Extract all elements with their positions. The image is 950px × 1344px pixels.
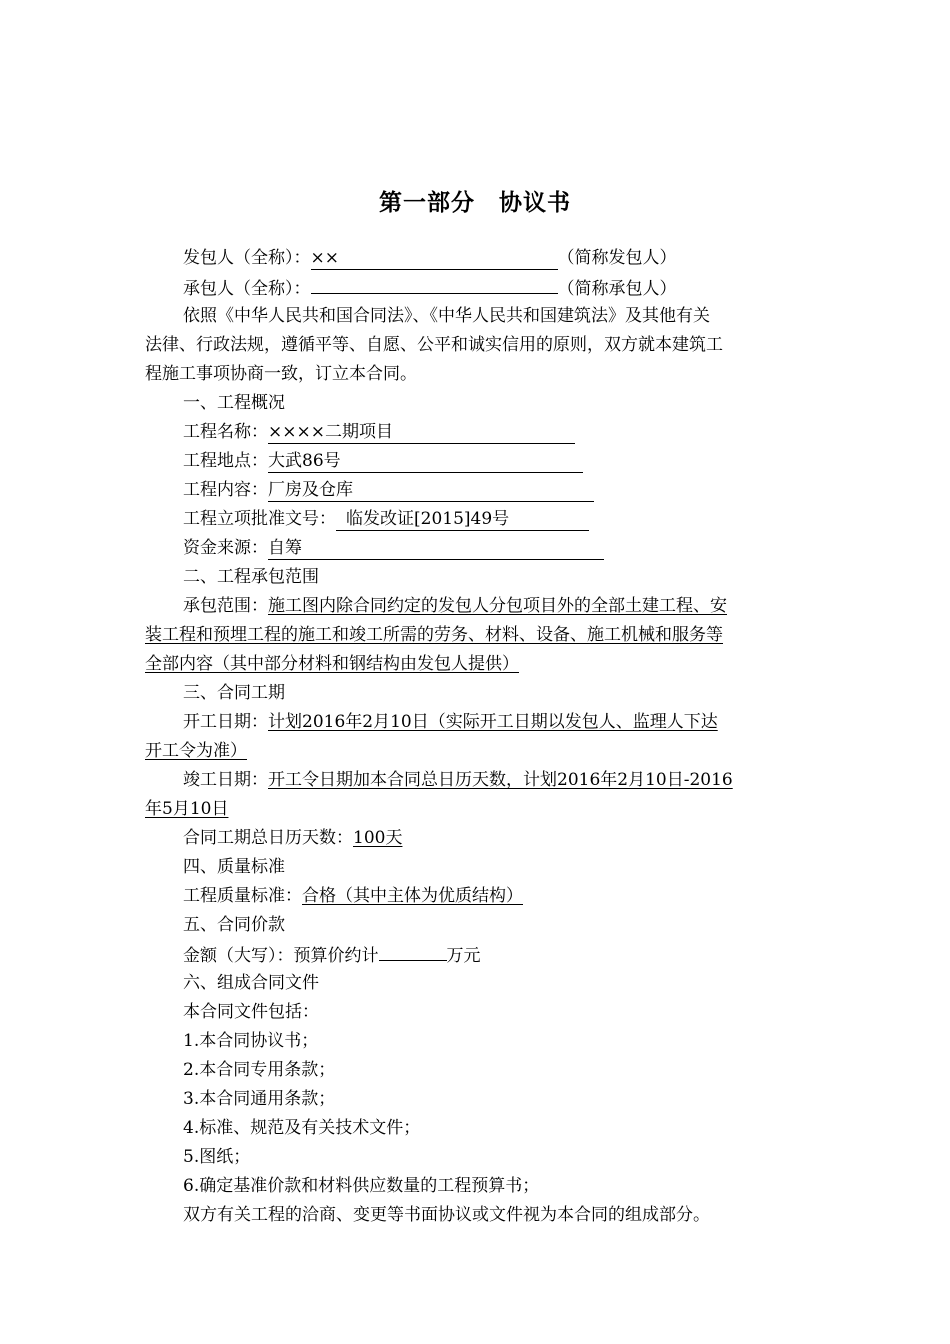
amount-unit: 万元 [446,946,481,966]
section-2-heading: 二、工程承包范围 [183,567,319,587]
end-date-label: 竣工日期： [183,770,268,790]
document-item-2: 2.本合同专用条款； [183,1060,336,1080]
total-days-label: 合同工期总日历天数： [183,828,353,848]
document-item-5: 5.图纸； [183,1147,251,1167]
amount-label: 金额（大写）：预算价约计 [183,946,379,966]
quality-label: 工程质量标准： [183,886,302,906]
project-content-line [183,476,815,505]
end-date-line-2 [145,795,815,824]
quality-line [183,882,815,911]
document-item-6: 6.确定基准价款和材料供应数量的工程预算书； [183,1176,540,1196]
approval-number-value: 临发改证[2015]49号 [336,508,589,531]
approval-number-label: 工程立项批准文号： [183,509,336,529]
fund-source-label: 资金来源： [183,538,268,558]
project-location-value: 大武86号 [268,450,583,473]
documents-closing: 双方有关工程的洽商、变更等书面协议或文件视为本合同的组成部分。 [183,1205,710,1225]
total-days-line [183,824,815,853]
project-name-line [183,418,815,447]
employer-suffix: （简称发包人） [557,248,677,268]
section-1-heading: 一、工程概况 [183,393,285,413]
quality-value: 合格（其中主体为优质结构） [302,886,523,906]
scope-text-1: 施工图内除合同约定的发包人分包项目外的全部土建工程、安 [268,596,727,616]
amount-value [379,940,447,961]
project-name-label: 工程名称： [183,422,268,442]
employer-value: ×× [311,247,558,270]
scope-line-2 [145,621,815,650]
section-3-heading: 三、合同工期 [183,683,285,703]
contractor-label: 承包人（全称）： [183,279,311,299]
project-content-label: 工程内容： [183,480,268,500]
document-item-4: 4.标准、规范及有关技术文件； [183,1118,421,1138]
start-date-line-1 [183,708,815,737]
scope-text-3: 全部内容（其中部分材料和钢结构由发包人提供） [145,654,519,674]
start-date-label: 开工日期： [183,712,268,732]
start-date-text-1: 计划2016年2月10日（实际开工日期以发包人、监理人下达 [268,712,718,732]
fund-source-value: 自筹 [268,537,604,560]
project-content-value: 厂房及仓库 [268,479,594,502]
total-days-value: 100天 [353,828,403,848]
scope-text-2: 装工程和预埋工程的施工和竣工所需的劳务、材料、设备、施工机械和服务等 [145,625,723,645]
project-location-line [183,447,815,476]
document-title: 第一部分 协议书 [379,189,571,216]
scope-label: 承包范围： [183,596,268,616]
start-date-text-2: 开工令为准） [145,741,247,761]
contractor-suffix: （简称承包人） [557,279,677,299]
contractor-value [311,273,558,294]
scope-line-1 [183,592,815,621]
amount-line [183,940,815,969]
project-location-label: 工程地点： [183,451,268,471]
preamble-line-3: 程施工事项协商一致，订立本合同。 [145,364,417,384]
scope-line-3 [145,650,815,679]
start-date-line-2 [145,737,815,766]
fund-source-line [183,534,815,563]
project-name-value: ××××二期项目 [268,421,575,444]
documents-intro: 本合同文件包括： [183,1002,319,1022]
section-5-heading: 五、合同价款 [183,915,285,935]
end-date-line-1 [183,766,815,795]
document-item-3: 3.本合同通用条款； [183,1089,336,1109]
section-4-heading: 四、质量标准 [183,857,285,877]
employer-label: 发包人（全称）： [183,248,311,268]
preamble-line-2: 法律、行政法规，遵循平等、自愿、公平和诚实信用的原则，双方就本建筑工 [145,335,723,355]
preamble-line-1: 依照《中华人民共和国合同法》、《中华人民共和国建筑法》及其他有关 [183,306,710,326]
approval-number-line [183,505,815,534]
document-item-1: 1.本合同协议书； [183,1031,319,1051]
employer-line [183,244,815,273]
section-6-heading: 六、组成合同文件 [183,973,319,993]
contractor-line [183,273,815,302]
end-date-text-1: 开工令日期加本合同总日历天数，计划2016年2月10日-2016 [268,770,733,790]
end-date-text-2: 年5月10日 [145,799,229,819]
